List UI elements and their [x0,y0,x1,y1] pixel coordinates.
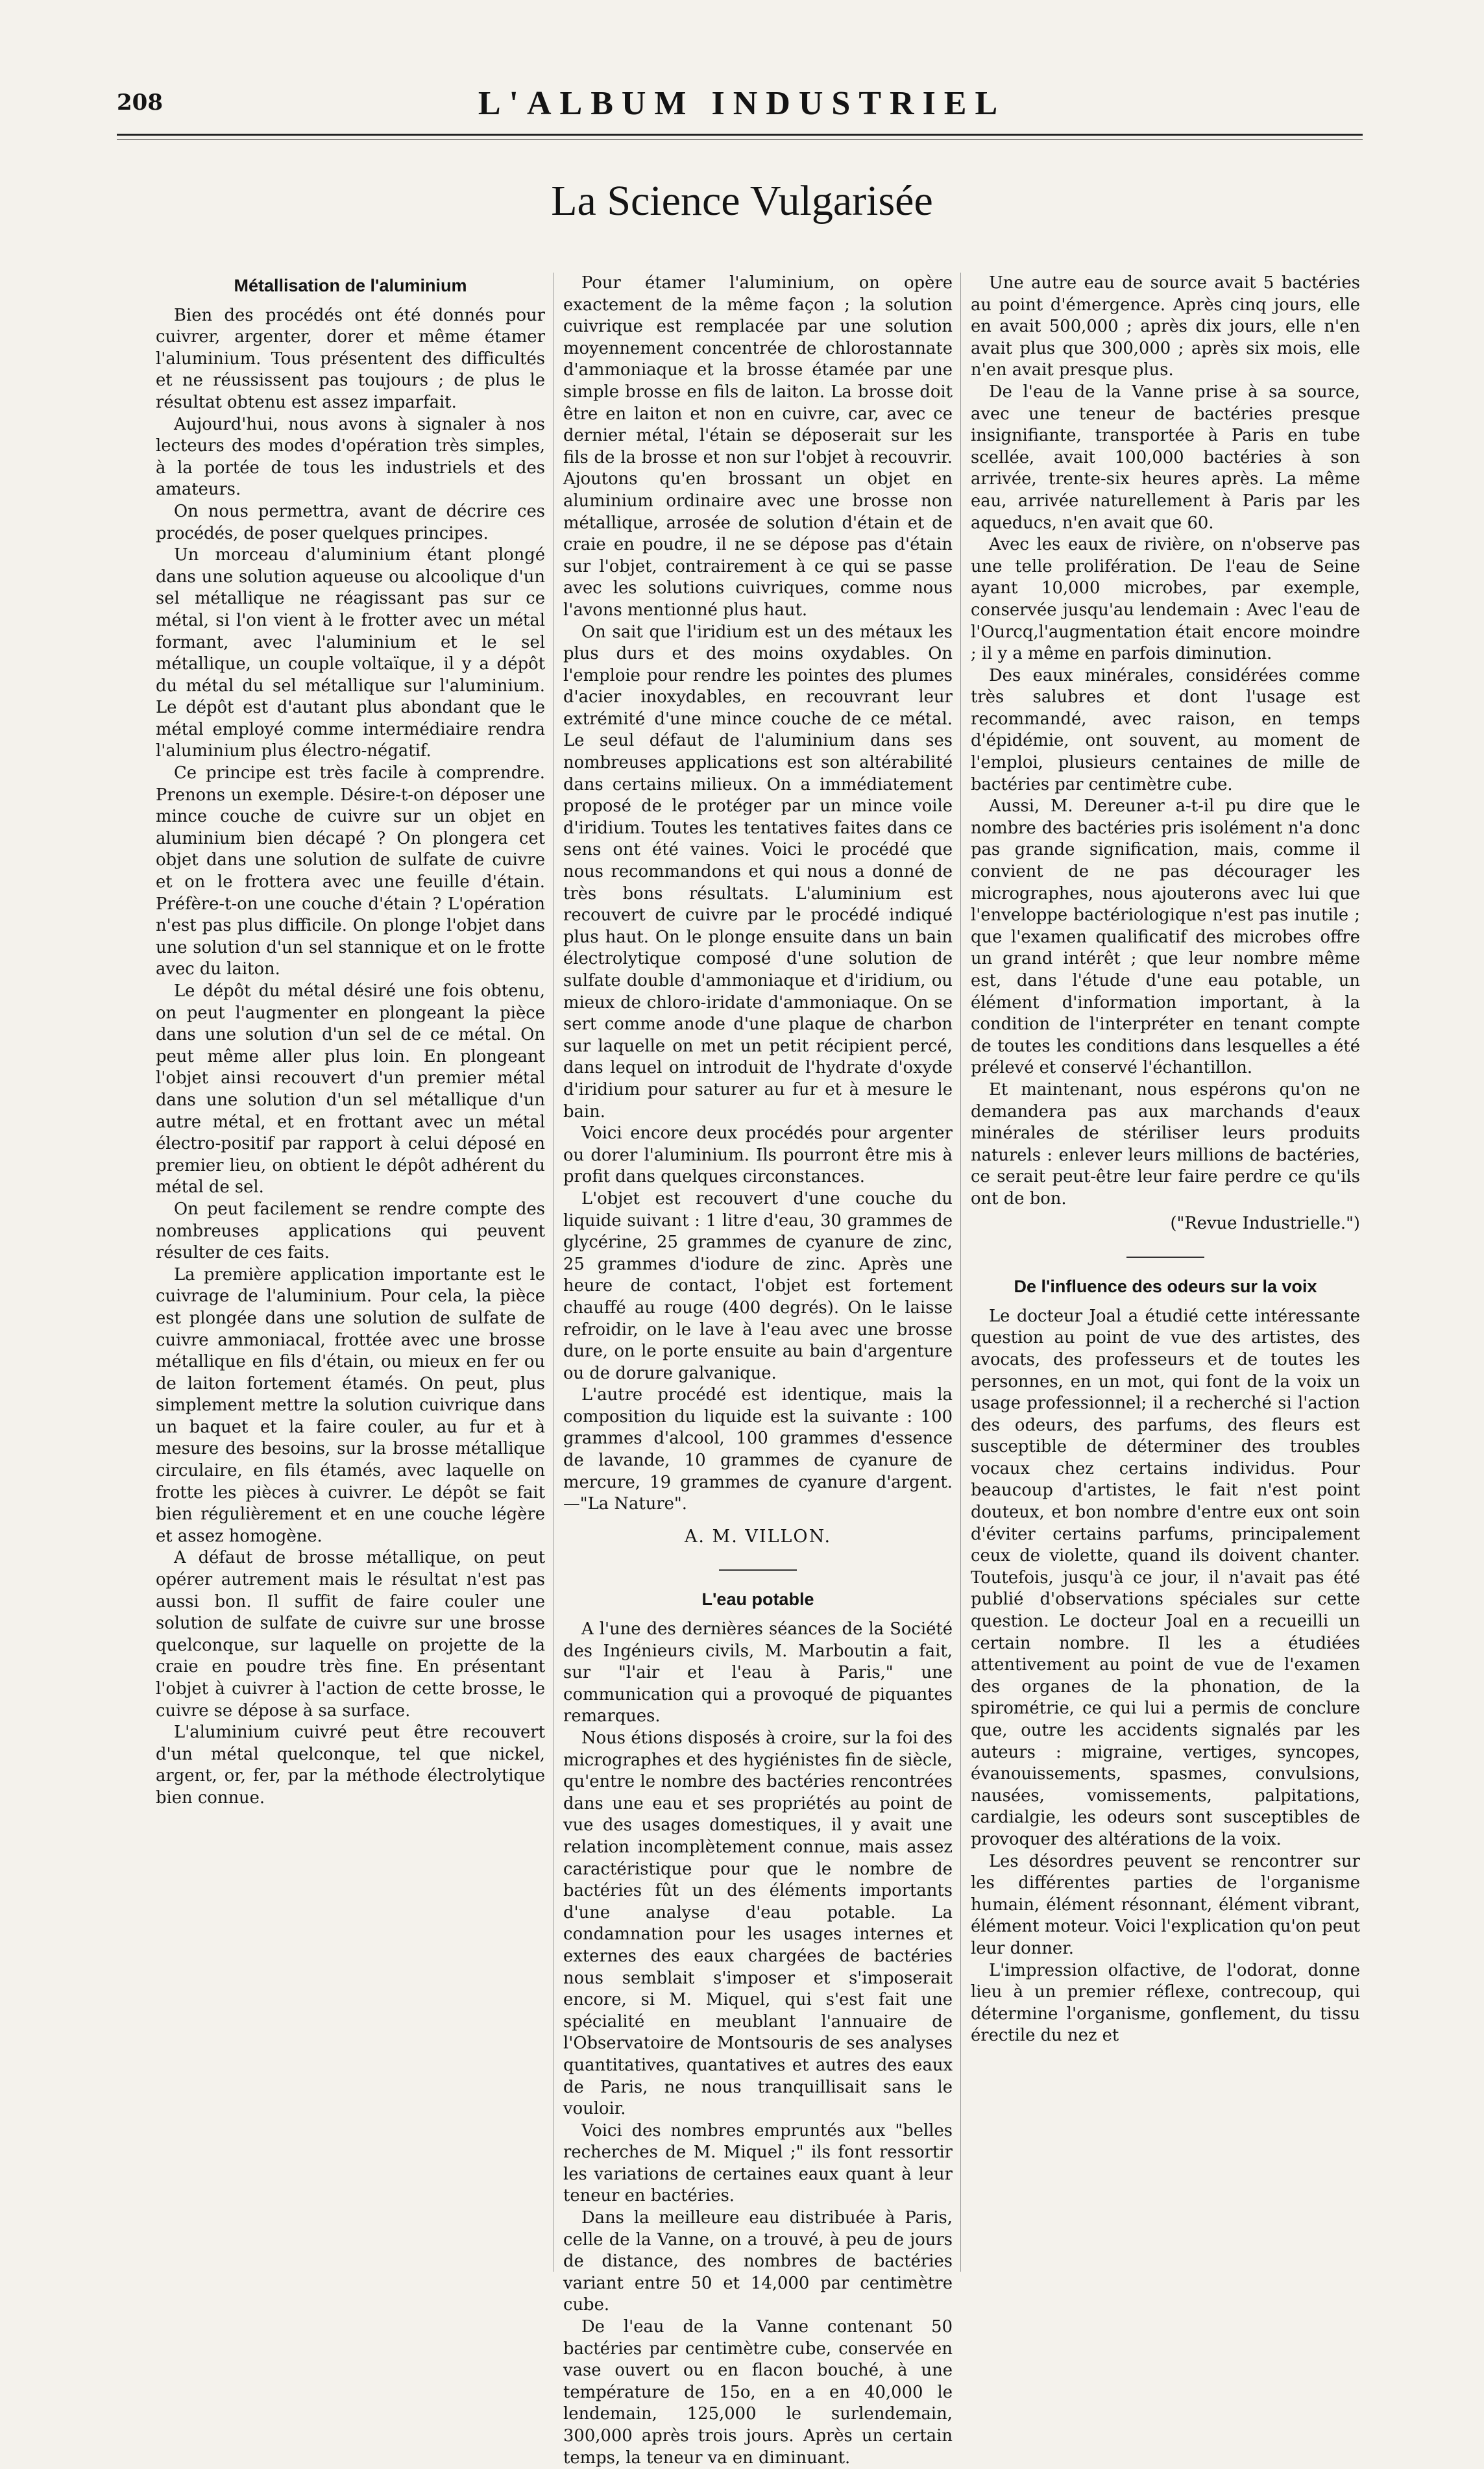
column-3 [971,273,1360,2047]
column-2 [563,273,953,2469]
article-heading-odeurs: De l'influence des odeurs sur la voix [1014,1277,1317,1297]
paragraph: Un morceau d'aluminium étant plongé dans une solution aqueuse ou alcoolique d'un sel métallique ne réagissant pas sur ce métal, si l'on vient à le frotter avec un métal formant, avec l'aluminium et le sel métallique, un couple voltaïque, il y a dépôt du métal du sel métallique sur l'aluminium. Le dépôt est d'autant plus abondant que le métal employé comme intermédiaire rendra l'aluminium plus électro-négatif. [156,545,545,761]
paragraph: Ce principe est très facile à comprendre. Prenons un exemple. Désire-t-on déposer une mince couche de cuivre sur un objet en aluminium bien décapé ? On plongera cet objet dans une solution de sulfate de cuivre et on le frottera avec une feuille d'étain. Préfère-t-on une couche d'étain ? L'opération n'est pas plus difficile. On plonge l'objet dans une solution d'un sel stannique et on le frotte avec du laiton. [156,763,545,979]
header-rule-thin [117,139,1363,140]
paragraph: Des eaux minérales, considérées comme très salubres et dont l'usage est recommandé, avec raison, en temps d'épidémie, ont souvent, au moment de l'emploi, plusieurs centaines de mille de bactéries par centimètre cube. [971,665,1360,794]
article-separator [1126,1257,1204,1258]
paragraph: Aussi, M. Dereuner a-t-il pu dire que le nombre des bactéries pris isolément n'a donc pas grande signification, mais, comme il convient de ne pas décourager les micrographes, nous ajouterons avec lui que l'enveloppe bactériologique n'est pas inutile ; que l'examen qualificatif des microbes offre un grand intérêt ; que leur nombre même est, dans l'étude d'une eau potable, un élément d'information important, à la condition de l'interpréter en tenant compte de toutes les conditions dans lesquelles a été prélevé et conservé l'échantillon. [971,796,1360,1078]
running-title: L'ALBUM INDUSTRIEL [478,85,1006,122]
paragraph: Bien des procédés ont été donnés pour cuivrer, argenter, dorer et même étamer l'aluminium. Tous présentent des difficultés et ne réussissent pas toujours ; de plus le résultat obtenu est assez imparfait. [156,305,545,412]
article-source: ("Revue Industrielle.") [1170,1213,1360,1233]
paragraph: L'aluminium cuivré peut être recouvert d'un métal quelconque, tel que nickel, argent, or, fer, par la méthode électrolytique bien connue. [156,1723,545,1808]
paragraph: On nous permettra, avant de décrire ces procédés, de poser quelques principes. [156,501,545,543]
header-rule [117,134,1363,136]
paragraph: Le docteur Joal a étudié cette intéressante question au point de vue des artistes, des avocats, des professeurs et de toutes les personnes, en un mot, qui font de la voix un usage professionnel; il a recherché si l'action des odeurs, des parfums, des fleurs est susceptible de déterminer des troubles vocaux chez certains individus. Pour beaucoup d'artistes, le fait n'est point douteux, et bon nombre d'entre eux ont soin d'éviter certains parfums, principalement ceux de violette, quand ils doivent chanter. Toutefois, jusqu'à ce jour, il n'avait pas été publié d'observations spéciales sur cette question. Le docteur Joal en a recueilli un certain nombre. Il les a étudiées attentivement au point de vue de l'examen des organes de la phonation, de la spirométrie, ce qui lui a permis de conclure que, outre les accidents signalés par les auteurs : migraine, vertiges, syncopes, évanouissements, spasmes, convulsions, nausées, vomissements, palpitations, cardialgie, les odeurs sont susceptibles de provoquer des altérations de la voix. [971,1306,1360,1849]
page-title: La Science Vulgarisée [551,177,933,225]
paragraph: On peut facilement se rendre compte des nombreuses applications qui peuvent résulter de ces faits. [156,1199,545,1263]
paragraph: Voici des nombres empruntés aux "belles recherches de M. Miquel ;" ils font ressortir les variations de certaines eaux quant à leur teneur en bactéries. [563,2120,953,2206]
paragraph: L'objet est recouvert d'une couche du liquide suivant : 1 litre d'eau, 30 grammes de glycérine, 25 grammes de cyanure de zinc, 25 grammes d'iodure de zinc. Après une heure de contact, l'objet est fortement chauffé au rouge (400 degrés). On le laisse refroidir, on le lave à l'eau avec une brosse dure, on le porte ensuite au bain d'argenture ou de dorure galvanique. [563,1188,953,1383]
paragraph: La première application importante est le cuivrage de l'aluminium. Pour cela, la pièce est plongée dans une solution de sulfate de cuivre ammoniacal, frottée avec une brosse métallique en fils d'étain, ou mieux en fer ou de laiton fortement étamés. On peut, plus simplement mettre la solution cuivrique dans un baquet et la faire couler, au fur et à mesure des besoins, sur la brosse métallique circulaire, en fils étamés, avec laquelle on frotte les pièces à cuivrer. Le dépôt se fait bien régulièrement et en une couche légère et assez homogène. [156,1264,545,1546]
column-divider [960,273,961,2272]
paragraph: A l'une des dernières séances de la Société des Ingénieurs civils, M. Marboutin a fait, sur "l'air et l'eau à Paris," une communication qui a provoqué de piquantes remarques. [563,1619,953,1726]
paragraph: Les désordres peuvent se rencontrer sur les différentes parties de l'organisme humain, élément résonnant, élément vibrant, élément moteur. Voici l'explication qu'on peut leur donner. [971,1851,1360,1958]
article-heading-eau-potable: L'eau potable [701,1590,814,1610]
paragraph: L'impression olfactive, de l'odorat, donne lieu à un premier réflexe, contrecoup, qui détermine l'organisme, gonflement, du tissu érectile du nez et [971,1960,1360,2046]
paragraph: De l'eau de la Vanne prise à sa source, avec une teneur de bactéries presque insignifiante, transportée à Paris en tube scellée, avait 100,000 bactéries à son arrivée, trente-six heures après. La même eau, arrivée naturellement à Paris par les aqueducs, n'en avait que 60. [971,382,1360,533]
article-signature: A. M. VILLON. [684,1526,832,1547]
paragraph: L'autre procédé est identique, mais la composition du liquide est la suivante : 100 grammes d'alcool, 100 grammes d'essence de lavande, 10 grammes de cyanure de mercure, 19 grammes de cyanure d'argent.—"La Nature". [563,1385,953,1514]
paragraph: On sait que l'iridium est un des métaux les plus durs et des moins oxydables. On l'emploie pour rendre les pointes des plumes d'acier inoxydables, en recouvrant leur extrémité d'une mince couche de ce métal. Le seul défaut de l'aluminium dans ses nombreuses applications est son altérabilité dans certains milieux. On a immédiatement proposé de le protéger par un mince voile d'iridium. Toutes les tentatives faites dans ce sens ont été vaines. Voici le procédé que nous recommandons et qui nous a donné de très bons résultats. L'aluminium est recouvert de cuivre par le procédé indiqué plus haut. On le plonge ensuite dans un bain électrolytique composé d'une solution de sulfate double d'ammoniaque et d'iridium, ou mieux de chloro-iridate d'ammoniaque. On se sert comme anode d'une plaque de charbon sur laquelle on met un petit récipient percé, dans lequel on introduit de l'hydrate d'oxyde d'iridium pour saturer au fur et à mesure le bain. [563,622,953,1122]
paragraph: Une autre eau de source avait 5 bactéries au point d'émergence. Après cinq jours, elle en avait 500,000 ; après dix jours, elle n'en avait plus que 300,000 ; après six mois, elle n'en avait presque plus. [971,273,1360,380]
paragraph: Pour étamer l'aluminium, on opère exactement de la même façon ; la solution cuivrique est remplacée par une solution moyennement concentrée de chlorostannate d'ammoniaque et la brosse étamée par une simple brosse en fils de laiton. La brosse doit être en laiton et non en cuivre, car, avec ce dernier métal, l'étain se déposerait sur les fils de la brosse et non sur l'objet à recouvrir. Ajoutons qu'en brossant un objet en aluminium ordinaire avec une brosse non métallique, arrosée de solution d'étain et de craie en poudre, il ne se dépose pas d'étain sur l'objet, contrairement à ce qui se passe avec les solutions cuivriques, comme nous l'avons mentionné plus haut. [563,273,953,620]
paragraph: Et maintenant, nous espérons qu'on ne demandera pas aux marchands d'eaux minérales de stériliser leurs produits naturels : enlever leurs millions de bactéries, ce serait peut-être leur faire perdre ce qu'ils ont de bon. [971,1079,1360,1209]
page-number: 208 [117,90,163,116]
paragraph: Dans la meilleure eau distribuée à Paris, celle de la Vanne, on a trouvé, à peu de jours de distance, des nombres de bactéries variant entre 50 et 14,000 par centimètre cube. [563,2208,953,2315]
article-heading-metallisation: Métallisation de l'aluminium [234,276,467,295]
paragraph: A défaut de brosse métallique, on peut opérer autrement mais le résultat n'est pas aussi bon. Il suffit de faire couler une solution de sulfate de cuivre sur une brosse quelconque, sur laquelle on projette de la craie en poudre très fine. En présentant l'objet à cuivrer à l'action de cette brosse, le cuivre se dépose à sa surface. [156,1548,545,1721]
paragraph: Voici encore deux procédés pour argenter ou dorer l'aluminium. Ils pourront être mis à profit dans quelques circonstances. [563,1124,953,1187]
article-separator [719,1569,797,1571]
column-1 [156,273,545,1810]
paragraph: Nous étions disposés à croire, sur la foi des micrographes et des hygiénistes fin de siècle, qu'entre le nombre des bactéries rencontrées dans une eau et ses propriétés au point de vue des usages domestiques, il y avait une relation incomplètement connue, mais assez caractéristique pour que le nombre de bactéries fût un des éléments importants d'une analyse d'eau potable. La condamnation pour les usages internes et externes des eaux chargées de bactéries nous semblait s'imposer et s'imposerait encore, si M. Miquel, qui s'est fait une spécialité en meublant l'annuaire de l'Observatoire de Montsouris de ses analyses quantitatives, quantatives et autres des eaux de Paris, ne nous tranquillisait sans le vouloir. [563,1728,953,2119]
paragraph: De l'eau de la Vanne contenant 50 bactéries par centimètre cube, conservée en vase ouvert ou en flacon bouché, à une température de 15o, en a en 40,000 le lendemain, 125,000 le surlendemain, 300,000 après trois jours. Après un certain temps, la teneur va en diminuant. [563,2317,953,2468]
paragraph: Aujourd'hui, nous avons à signaler à nos lecteurs des modes d'opération très simples, à la portée de tous les industriels et des amateurs. [156,414,545,500]
paragraph: Le dépôt du métal désiré une fois obtenu, on peut l'augmenter en plongeant la pièce dans une solution d'un sel de ce métal. On peut même aller plus loin. En plongeant l'objet ainsi recouvert d'un premier métal dans une solution d'un sel métallique d'un autre métal, et en frottant avec un métal électro-positif par rapport à celui déposé en premier lieu, on obtient le dépôt adhérent du métal de sel. [156,981,545,1198]
paragraph: Avec les eaux de rivière, on n'observe pas une telle prolifération. De l'eau de Seine ayant 10,000 microbes, par exemple, conservée jusqu'au lendemain : Avec l'eau de l'Ourcq,l'augmentation était encore moindre ; il y a même en parfois diminution. [971,535,1360,664]
